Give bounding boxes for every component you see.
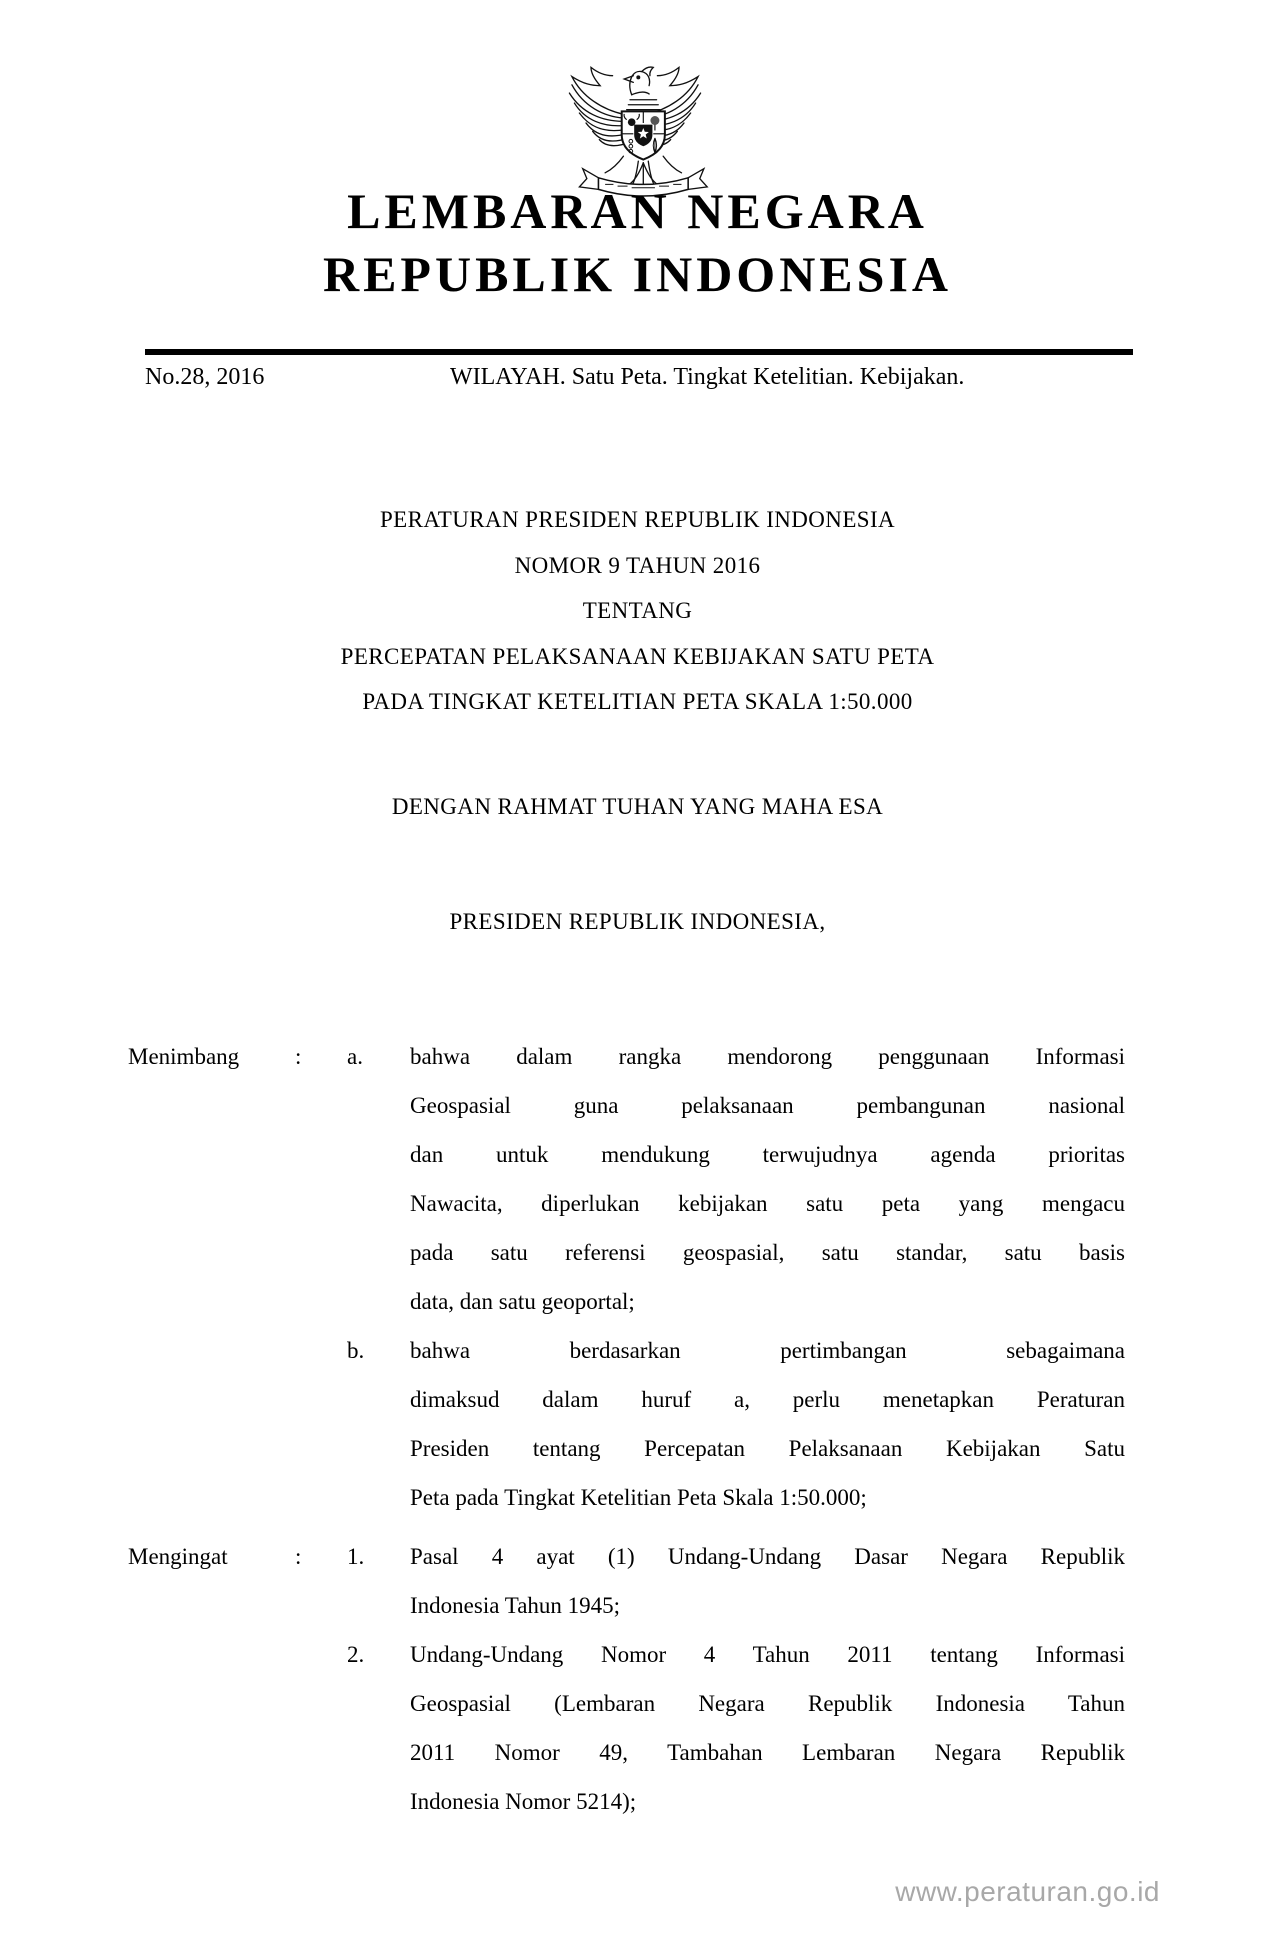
mengingat-section — [128, 1532, 1125, 1826]
text-line: Geospasial guna pelaksanaan pembangunan nasional — [410, 1093, 1125, 1118]
text-line: data, dan satu geoportal; — [410, 1289, 635, 1314]
menimbang-item-b — [347, 1326, 1125, 1522]
text-line: Pasal 4 ayat (1) Undang-Undang Dasar Negara Republik — [410, 1544, 1125, 1569]
mengingat-item-1 — [347, 1532, 1125, 1630]
masthead-title-line-1: LEMBARAN NEGARA — [347, 183, 928, 239]
garuda-pancasila-emblem-icon — [552, 48, 718, 198]
item-marker: 2. — [347, 1642, 365, 1667]
item-marker: b. — [347, 1338, 365, 1363]
regulation-title-line-3: TENTANG — [582, 598, 693, 623]
mengingat-colon: : — [295, 1544, 302, 1569]
regulation-title-line-2: NOMOR 9 TAHUN 2016 — [514, 552, 761, 578]
authority-line: PRESIDEN REPUBLIK INDONESIA, — [449, 909, 826, 934]
item-text — [410, 1630, 1125, 1826]
masthead-rule — [145, 349, 1133, 355]
item-text — [410, 1532, 1125, 1630]
item-marker: 1. — [347, 1544, 365, 1569]
menimbang-item-a — [347, 1032, 1125, 1326]
text-line: bahwa berdasarkan pertimbangan sebagaimana — [410, 1338, 1125, 1363]
text-line: bahwa dalam rangka mendorong penggunaan Informasi — [410, 1044, 1125, 1069]
item-text — [410, 1032, 1125, 1326]
text-line: pada satu referensi geospasial, satu standar, satu basis — [410, 1240, 1125, 1265]
text-line: Geospasial (Lembaran Negara Republik Indonesia Tahun — [410, 1691, 1125, 1716]
regulation-title-line-1: PERATURAN PRESIDEN REPUBLIK INDONESIA — [379, 507, 896, 532]
regulation-title-line-5: PADA TINGKAT KETELITIAN PETA SKALA 1:50.000 — [362, 689, 913, 714]
text-line: Nawacita, diperlukan kebijakan satu peta yang mengacu — [410, 1191, 1125, 1216]
subject-line: WILAYAH. Satu Peta. Tingkat Ketelitian. Kebijakan. — [450, 364, 965, 390]
menimbang-label: Menimbang — [128, 1044, 240, 1069]
text-line: dimaksud dalam huruf a, perlu menetapkan Peraturan — [410, 1387, 1125, 1412]
masthead-title — [0, 180, 1275, 306]
text-line: Presiden tentang Percepatan Pelaksanaan Kebijakan Satu — [410, 1436, 1125, 1461]
text-line: Peta pada Tingkat Ketelitian Peta Skala 1:50.000; — [410, 1485, 867, 1510]
mengingat-label: Mengingat — [128, 1544, 228, 1569]
menimbang-section — [128, 1032, 1125, 1522]
text-line: dan untuk mendukung terwujudnya agenda prioritas — [410, 1142, 1125, 1167]
masthead-title-line-2: REPUBLIK INDONESIA — [322, 246, 953, 302]
regulation-title-line-4: PERCEPATAN PELAKSANAAN KEBIJAKAN SATU PETA — [340, 643, 935, 669]
edition-number: No.28, 2016 — [145, 364, 265, 390]
text-line: Indonesia Tahun 1945; — [410, 1593, 621, 1618]
text-line: Undang-Undang Nomor 4 Tahun 2011 tentang Informasi — [410, 1642, 1125, 1667]
text-line: Indonesia Nomor 5214); — [410, 1789, 637, 1814]
item-text — [410, 1326, 1125, 1522]
menimbang-colon: : — [295, 1044, 302, 1069]
item-marker: a. — [347, 1044, 363, 1069]
invocation-line: DENGAN RAHMAT TUHAN YANG MAHA ESA — [391, 794, 884, 819]
regulation-title-block — [0, 497, 1275, 725]
mengingat-item-2 — [347, 1630, 1125, 1826]
footer-watermark-url: www.peraturan.go.id — [895, 1876, 1160, 1907]
text-line: 2011 Nomor 49, Tambahan Lembaran Negara Republik — [410, 1740, 1125, 1765]
